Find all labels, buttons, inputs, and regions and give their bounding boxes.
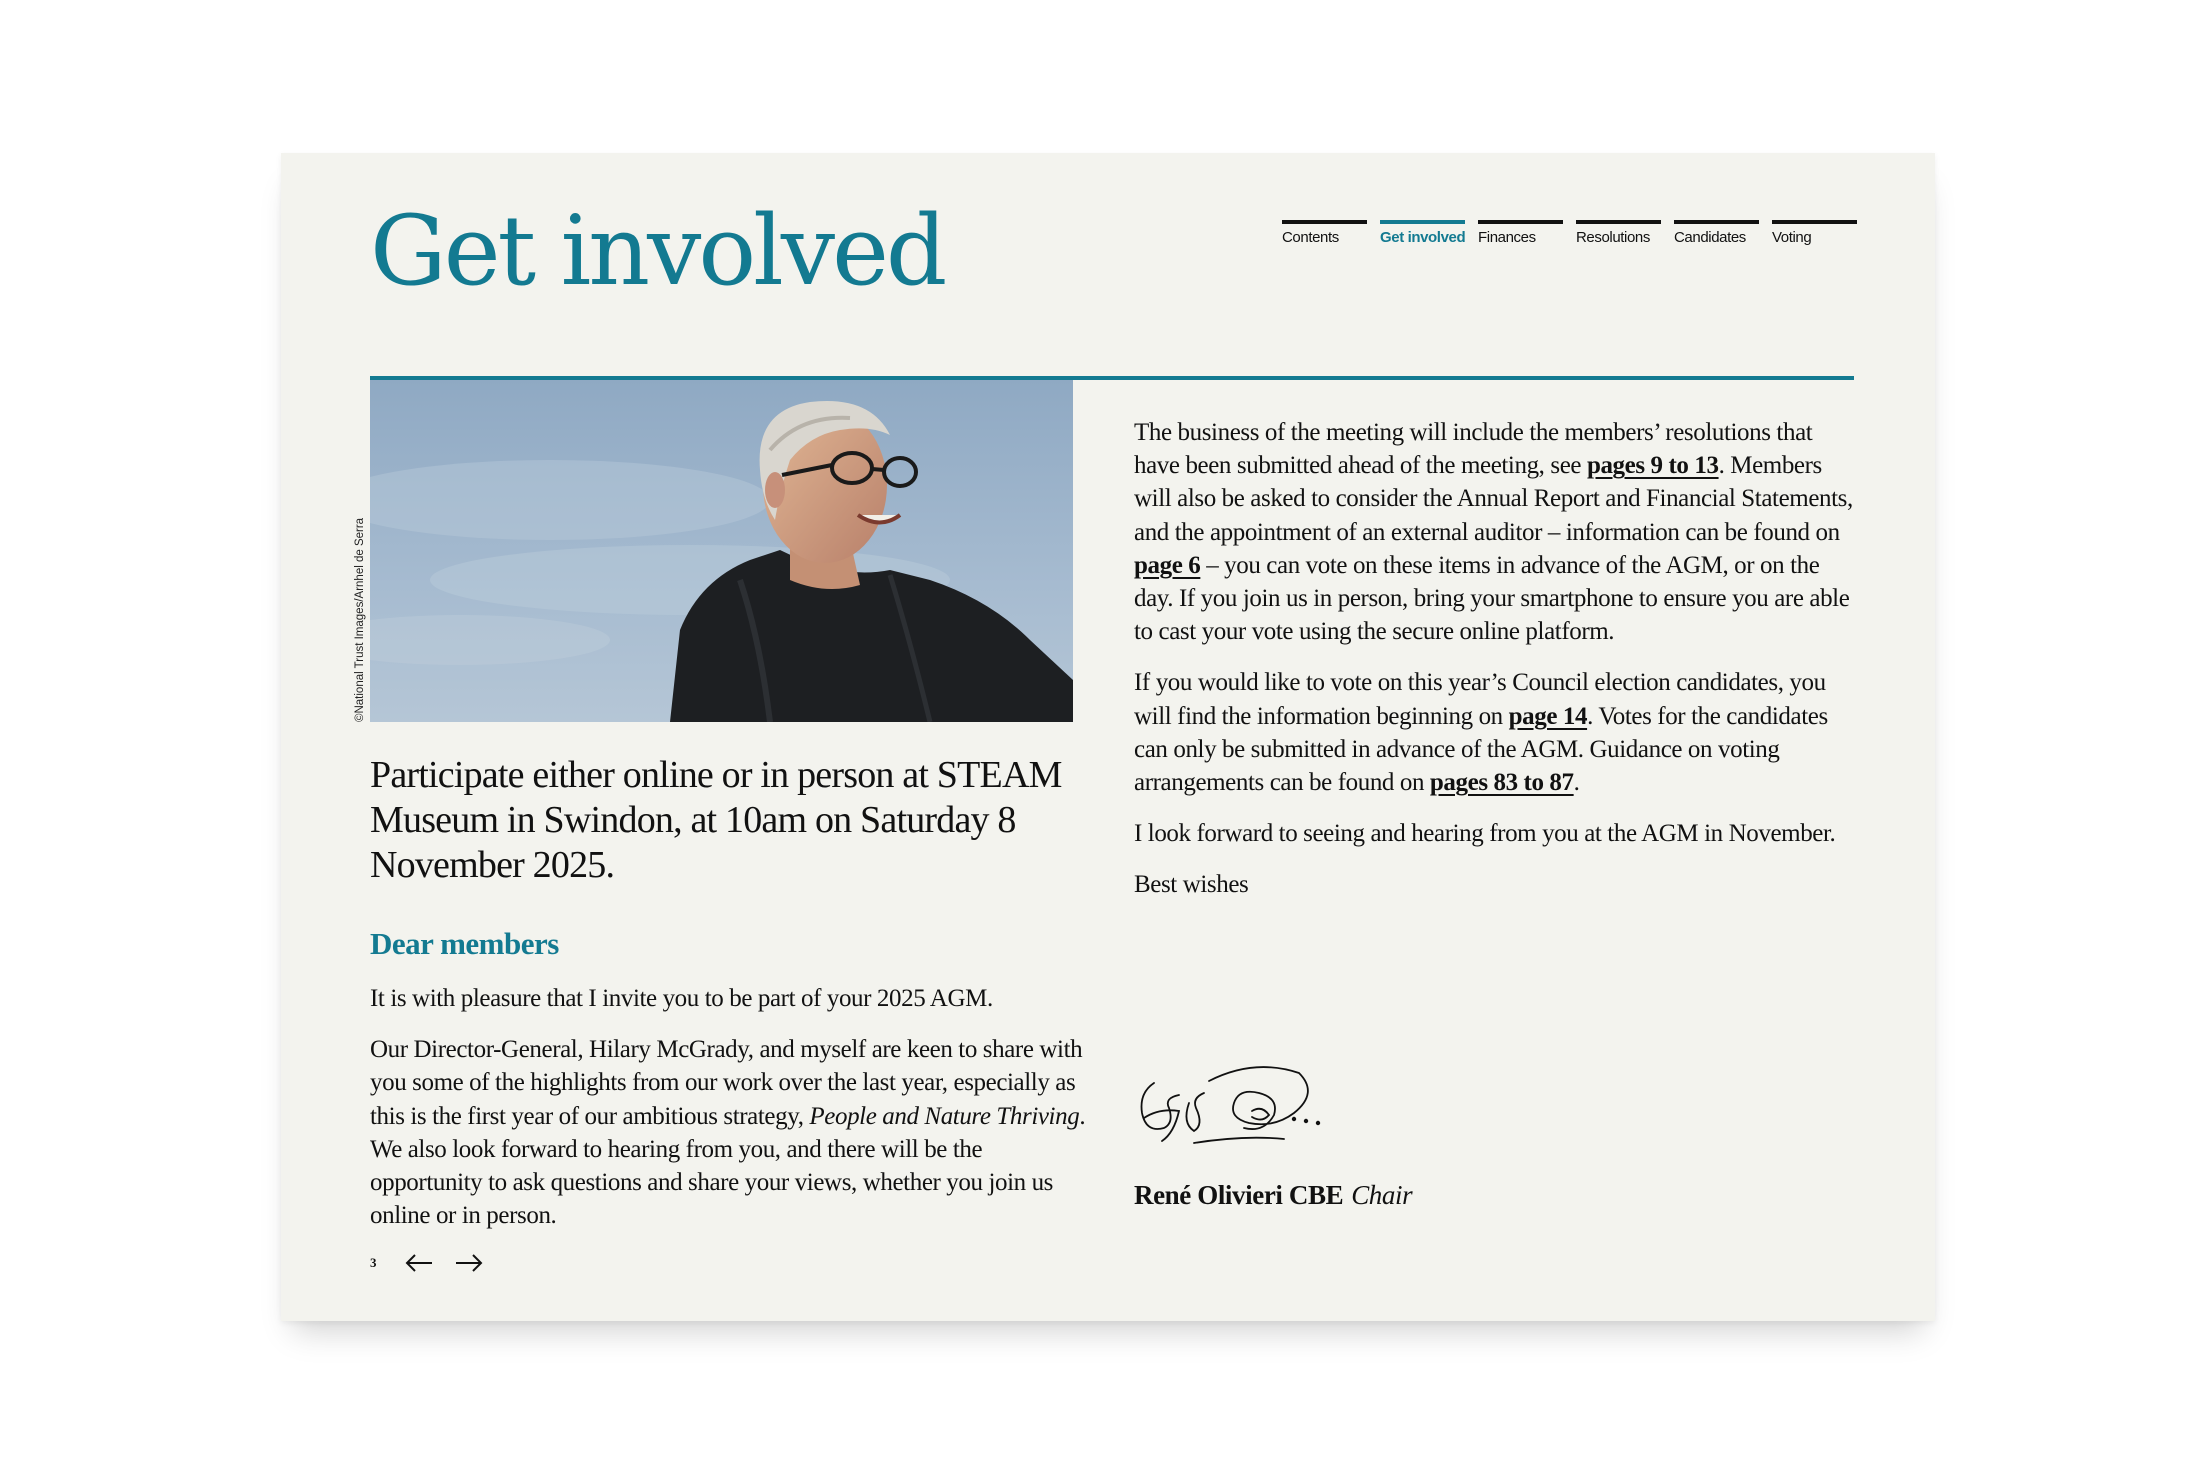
greeting-heading: Dear members xyxy=(370,926,559,961)
section-nav xyxy=(1282,220,1857,246)
handwritten-signature xyxy=(1134,1053,1324,1163)
business-text-mid: . Members will also be asked to consider the Annual Report and Financial Statements, and the appointment of an external auditor – information can be found on xyxy=(1134,452,1853,546)
link-page-14[interactable]: page 14 xyxy=(1508,702,1588,730)
business-text: The business of the meeting will include the members’ resolutions that have been submitted ahead of the meeting, see xyxy=(1134,419,1813,480)
arrow-left-icon[interactable] xyxy=(404,1253,434,1273)
arrow-right-icon[interactable] xyxy=(454,1253,484,1273)
letter-right-column xyxy=(1134,416,1854,920)
business-paragraph xyxy=(1134,416,1854,648)
candidates-text-end: . xyxy=(1573,769,1580,797)
candidates-text: If you would like to vote on this year’s Council election candidates, you will find the information beginning on xyxy=(1134,669,1826,730)
highlights-text-end: . We also look forward to hearing from you, and there will be the opportunity to ask questions and share your views, whether you join us online or in person. xyxy=(370,1102,1086,1230)
closing-paragraph: I look forward to seeing and hearing from you at the AGM in November. xyxy=(1134,820,1836,848)
invitation-paragraph: It is with pleasure that I invite you to be part of your 2025 AGM. xyxy=(370,985,993,1012)
page-navigation xyxy=(370,1253,504,1273)
nav-get-involved[interactable]: Get involved xyxy=(1380,220,1465,246)
strategy-name: People and Nature Thriving xyxy=(809,1102,1080,1130)
link-pages-9-13[interactable]: pages 9 to 13 xyxy=(1586,452,1719,480)
event-lead: Participate either online or in person at STEAM Museum in Swindon, at 10am on Saturday 8 November 2025. xyxy=(370,754,1062,886)
nav-finances[interactable]: Finances xyxy=(1478,220,1563,246)
candidates-text-mid: . Votes for the candidates can only be submitted in advance of the AGM. Guidance on voting arrangements can be found on xyxy=(1134,702,1828,797)
nav-voting[interactable]: Voting xyxy=(1772,220,1857,246)
highlights-text: Our Director-General, Hilary McGrady, and myself are keen to share with you some of the highlights from our work over the last year, especially as this is the first year of our ambitious strategy, xyxy=(370,1036,1083,1130)
chair-photo xyxy=(370,380,1073,722)
candidates-paragraph xyxy=(1134,666,1854,799)
nav-contents[interactable]: Contents xyxy=(1282,220,1367,246)
link-pages-83-87[interactable]: pages 83 to 87 xyxy=(1429,769,1574,797)
business-text-end: – you can vote on these items in advance of the AGM, or on the day. If you join us in person, bring your smartphone to ensure you are able to cast your vote using the secure online platform. xyxy=(1134,551,1850,646)
letter-left-column xyxy=(370,982,1095,1250)
signatory-role: Chair xyxy=(1351,1180,1413,1210)
photo-credit: ©National Trust Images/Arnhel de Serra xyxy=(354,517,366,722)
nav-candidates[interactable]: Candidates xyxy=(1674,220,1759,246)
page-title: Get involved xyxy=(370,195,945,307)
signatory xyxy=(1134,1180,1412,1211)
signatory-name: René Olivieri CBE xyxy=(1134,1180,1344,1210)
link-page-6[interactable]: page 6 xyxy=(1134,551,1201,579)
highlights-paragraph xyxy=(370,1033,1095,1232)
sign-off: Best wishes xyxy=(1134,871,1249,899)
document-page xyxy=(281,153,1935,1321)
nav-resolutions[interactable]: Resolutions xyxy=(1576,220,1661,246)
page-number: 3 xyxy=(370,1255,377,1270)
